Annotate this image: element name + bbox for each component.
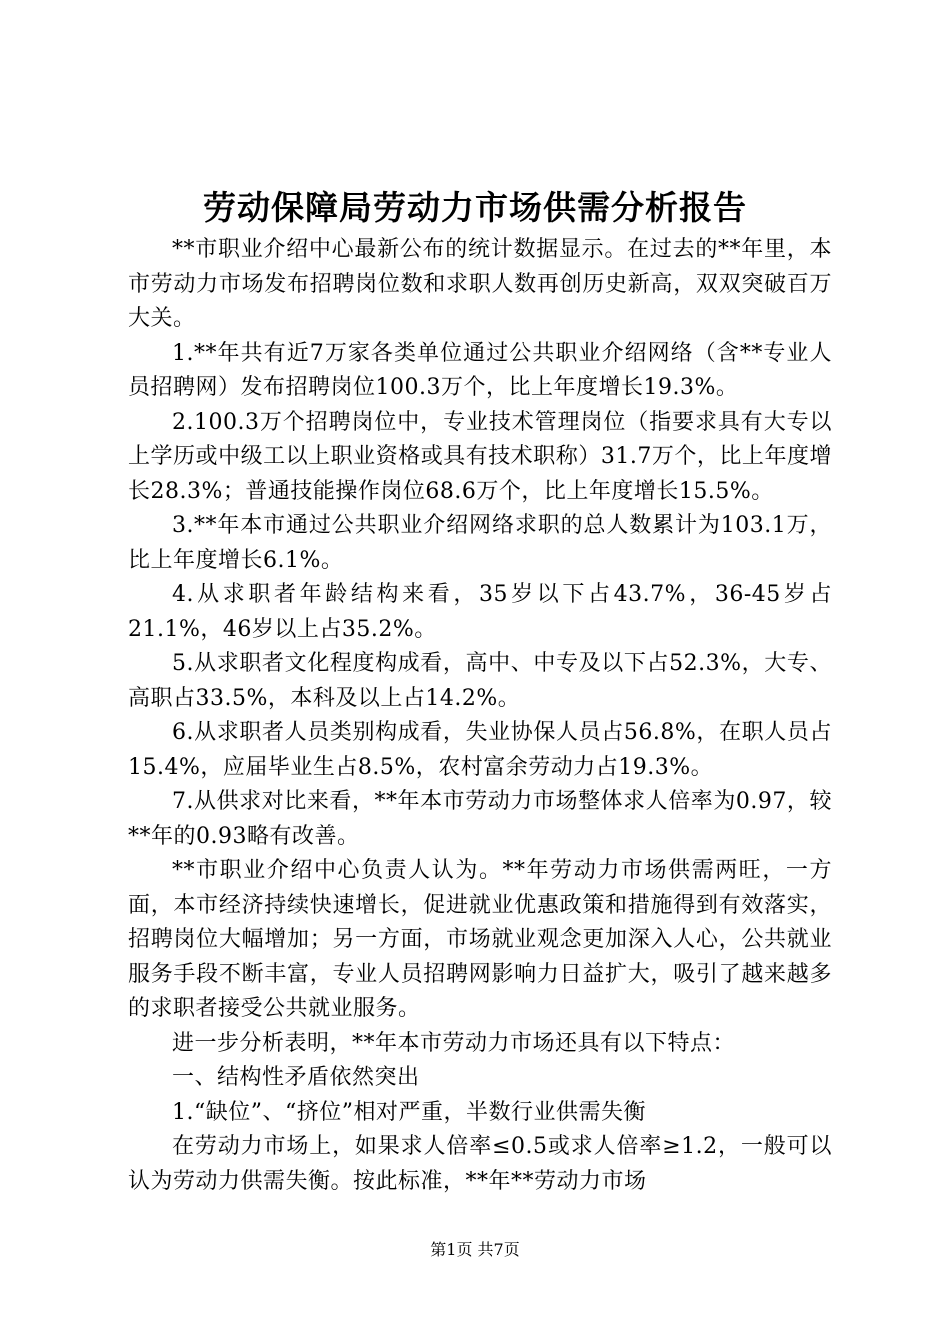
paragraph-item-7: 7.从供求对比来看，**年本市劳动力市场整体求人倍率为0.97，较**年的0.93略有改善。 [128, 789, 832, 849]
paragraph-intro: **市职业介绍中心最新公布的统计数据显示。在过去的**年里，本市劳动力市场发布招聘岗位数和求职人数再创历史新高，双双突破百万大关。 [128, 237, 832, 331]
paragraph-item-2: 2.100.3万个招聘岗位中，专业技术管理岗位（指要求具有大专以上学历或中级工以上职业资格或具有技术职称）31.7万个，比上年度增长28.3%；普通技能操作岗位68.6万个，比上年度增长15.5%。 [128, 409, 832, 504]
paragraph-item-1: 1.**年共有近7万家各类单位通过公共职业介绍网络（含**专业人员招聘网）发布招聘岗位100.3万个，比上年度增长19.3%。 [128, 340, 832, 400]
paragraph-item-4: 4.从求职者年龄结构来看，35岁以下占43.7%，36-45岁占21.1%，46岁以上占35.2%。 [128, 582, 832, 642]
document-body [128, 233, 832, 1199]
paragraph-item-6: 6.从求职者人员类别构成看，失业协保人员占56.8%，在职人员占15.4%，应届毕业生占8.5%，农村富余劳动力占19.3%。 [128, 720, 832, 780]
paragraph-item-3: 3.**年本市通过公共职业介绍网络求职的总人数累计为103.1万，比上年度增长6.1%。 [128, 513, 832, 573]
page-footer: 第1页 共7页 [430, 1240, 520, 1259]
document-title: 劳动保障局劳动力市场供需分析报告 [203, 188, 747, 227]
paragraph-analysis: 进一步分析表明，**年本市劳动力市场还具有以下特点： [172, 1030, 736, 1056]
section-heading-1: 一、结构性矛盾依然突出 [172, 1065, 420, 1090]
subsection-heading-1: 1.“缺位”、“挤位”相对严重，半数行业供需失衡 [172, 1099, 646, 1125]
paragraph-imbalance: 在劳动力市场上，如果求人倍率≤0.5或求人倍率≥1.2，一般可以认为劳动力供需失衡。按此标准，**年**劳动力市场 [128, 1134, 832, 1194]
paragraph-opinion: **市职业介绍中心负责人认为。**年劳动力市场供需两旺，一方面，本市经济持续快速增长，促进就业优惠政策和措施得到有效落实，招聘岗位大幅增加；另一方面，市场就业观念更加深入人心，公共就业服务手段不断丰富，专业人员招聘网影响力日益扩大，吸引了越来越多的求职者接受公共就业服务。 [128, 858, 832, 1021]
paragraph-item-5: 5.从求职者文化程度构成看，高中、中专及以下占52.3%，大专、高职占33.5%，本科及以上占14.2%。 [128, 651, 832, 711]
